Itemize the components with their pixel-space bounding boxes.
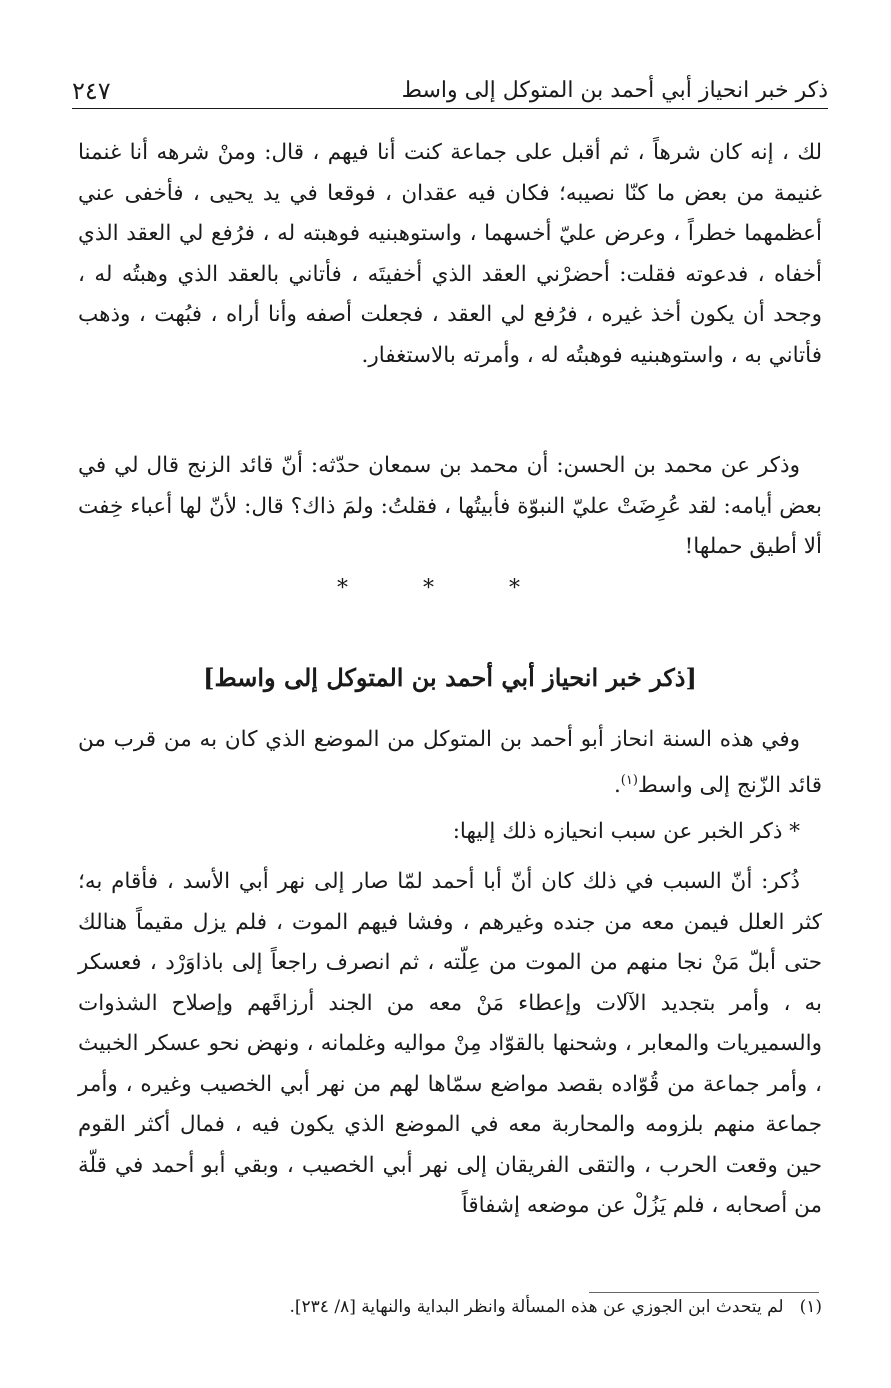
paragraph-3	[78, 720, 822, 806]
paragraph-1-text: لك ، إنه كان شرهاً ، ثم أقبل على جماعة كنت أنا فيهم ، قال: ومنْ شرهه أنا غنمنا غنيمة من بعض ما كنّا نصيبه؛ فكان فيه عقدان ، فوقعا في يد يحيى ، فأخفى عني أعظمهما خطراً ، وعرض عليّ أخسهما ، واستوهبنيه فوهبته له ، فرُفع لي العقد الذي أخفاه ، فدعوته فقلت: أحضرْني العقد الذي أخفيتَه ، فأتاني بالعقد الذي وهبتُه له ، وجحد أن يكون أخذ غيره ، فرُفع لي العقد ، فجعلت أصفه وأنا أراه ، فبُهت ، وذهب فأتاني به ، واستوهبنيه فوهبتُه له ، وأمرته بالاستغفار.	[78, 140, 822, 368]
paragraph-2	[78, 446, 822, 568]
footnote-marker: (١)	[620, 772, 638, 788]
footnote-rule	[589, 1292, 819, 1293]
paragraph-3-end: .	[613, 772, 621, 798]
subheading-text: * ذكر الخبر عن سبب انحيازه ذلك إليها:	[452, 819, 800, 844]
footnote	[78, 1294, 822, 1320]
footnote-number: (١)	[799, 1297, 822, 1317]
paragraph-5-text: ذُكر: أنّ السبب في ذلك كان أنّ أبا أحمد لمّا صار إلى نهر أبي الأسد ، فأقام به؛ كثر العلل فيمن معه من جنده وغيرهم ، وفشا فيهم الموت ، فلم يزل مقيماً هنالك حتى أبلّ مَنْ نجا منهم من الموت من عِلّته ، ثم انصرف راجعاً إلى باذاوَرْد ، فعسكر به ، وأمر بتجديد الآلات وإعطاء مَنْ معه من الجند أرزاقَهم وإصلاح الشذوات والسميريات والمعابر ، وشحنها بالقوّاد مِنْ مواليه وغلمانه ، ونهض نحو عسكر الخبيث ، وأمر جماعة من قُوّاده بقصد مواضع سمّاها لهم من نهر أبي الخصيب وغيره ، وأمر جماعة منهم بلزومه والمحاربة معه في الموضع الذي يكون فيه ، فمال أكثر القوم حين وقعت الحرب ، والتقى الفريقان إلى نهر أبي الخصيب ، وبقي أبو أحمد في قلّة من أصحابه ، فلم يَزُلْ عن موضعه إشفاقاً	[78, 869, 822, 1218]
page-number: ٢٤٧	[72, 77, 111, 105]
paragraph-3-body: وفي هذه السنة انحاز أبو أحمد بن المتوكل من الموضع الذي كان به من قرب من قائد الزّنج إلى واسط	[78, 727, 822, 798]
running-title: ذكر خبر انحياز أبي أحمد بن المتوكل إلى واسط	[401, 78, 828, 103]
footnote-text: لم يتحدث ابن الجوزي عن هذه المسألة وانظر البداية والنهاية [٨/ ٢٣٤].	[289, 1297, 784, 1317]
paragraph-2-text: وذكر عن محمد بن الحسن: أن محمد بن سمعان حدّثه: أنّ قائد الزنج قال لي في بعض أيامه: لقد عُرِضَتْ عليّ النبوّة فأبيتُها ، فقلتُ: ولمَ ذاك؟ قال: لأنّ لها أعباء خِفت ألا أطيق حملها!	[78, 453, 822, 559]
paragraph-3-text	[78, 720, 822, 806]
paragraph-4	[78, 812, 822, 853]
section-heading: [ذكر خبر انحياز أبي أحمد بن المتوكل إلى واسط]	[203, 663, 697, 692]
section-separator: * * *	[337, 576, 554, 601]
paragraph-1	[78, 133, 822, 376]
paragraph-5	[78, 862, 822, 1227]
running-header	[72, 66, 828, 106]
header-rule	[72, 108, 828, 109]
